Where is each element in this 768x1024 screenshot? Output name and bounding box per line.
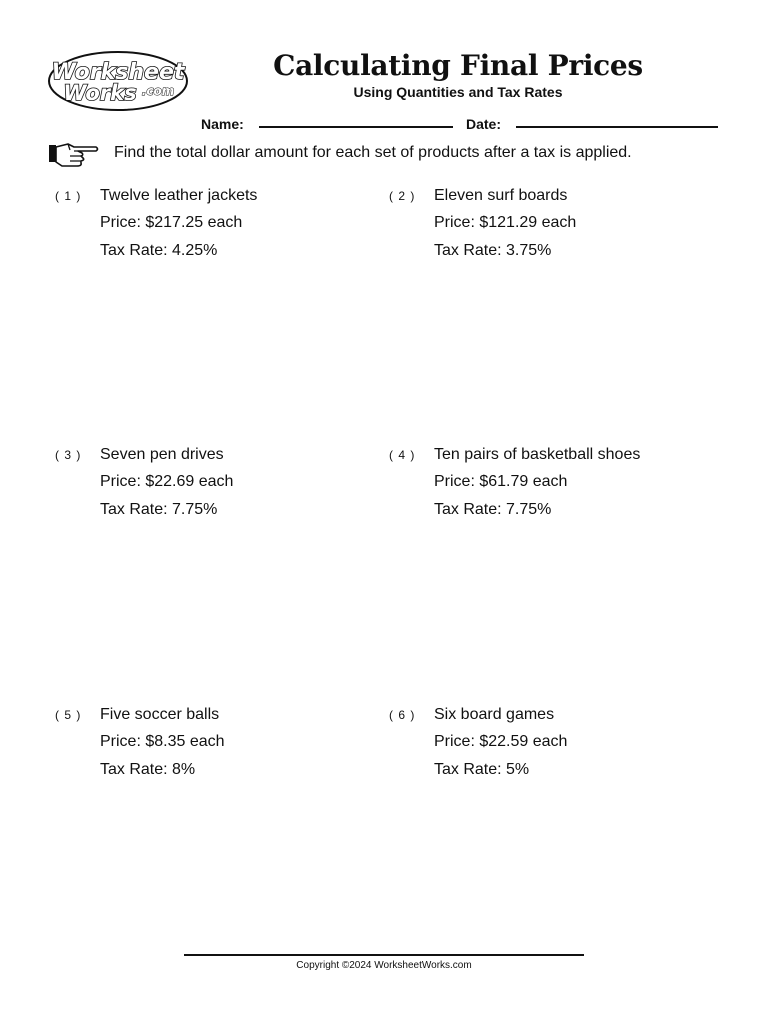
problem-tax: Tax Rate: 7.75% [434, 501, 552, 518]
page-title: Calculating Final Prices [273, 49, 643, 82]
name-field[interactable] [259, 126, 453, 128]
problem-number: ( 6 ) [389, 708, 416, 722]
problem-item: Five soccer balls [100, 706, 220, 723]
problem-tax: Tax Rate: 4.25% [100, 242, 218, 259]
problem-tax: Tax Rate: 5% [434, 761, 530, 778]
problem-number: ( 5 ) [55, 708, 82, 722]
logo-line1: Worksheet [51, 60, 185, 85]
problem-tax: Tax Rate: 3.75% [434, 242, 552, 259]
problem-price: Price: $8.35 each [100, 733, 225, 750]
name-label: Name: [201, 116, 244, 132]
problem-number: ( 4 ) [389, 448, 416, 462]
problem-item: Seven pen drives [100, 446, 224, 463]
logo-line2: Works [63, 81, 137, 105]
problem-price: Price: $22.59 each [434, 733, 568, 750]
page-subtitle: Using Quantities and Tax Rates [353, 84, 563, 100]
date-label: Date: [466, 116, 502, 132]
problem-tax: Tax Rate: 7.75% [100, 501, 218, 518]
problem-price: Price: $22.69 each [100, 473, 234, 490]
problem-item: Eleven surf boards [434, 187, 568, 204]
footer-divider [184, 954, 584, 956]
problem-item: Twelve leather jackets [100, 187, 258, 204]
problem-number: ( 3 ) [55, 448, 82, 462]
problem-price: Price: $217.25 each [100, 214, 243, 231]
problem-number: ( 2 ) [389, 189, 416, 203]
logo-graphic [48, 50, 190, 112]
problem-number: ( 1 ) [55, 189, 82, 203]
date-field[interactable] [516, 126, 718, 128]
worksheetworks-logo [48, 50, 190, 112]
problem-item: Ten pairs of basketball shoes [434, 446, 641, 463]
problem-price: Price: $121.29 each [434, 214, 577, 231]
instruction-text: Find the total dollar amount for each set of products after a tax is applied. [114, 144, 632, 161]
problem-price: Price: $61.79 each [434, 473, 568, 490]
problem-tax: Tax Rate: 8% [100, 761, 196, 778]
problem-item: Six board games [434, 706, 555, 723]
copyright-text: Copyright ©2024 WorksheetWorks.com [296, 960, 472, 971]
pointing-hand-icon [48, 139, 100, 169]
logo-suffix: .com [141, 84, 175, 98]
